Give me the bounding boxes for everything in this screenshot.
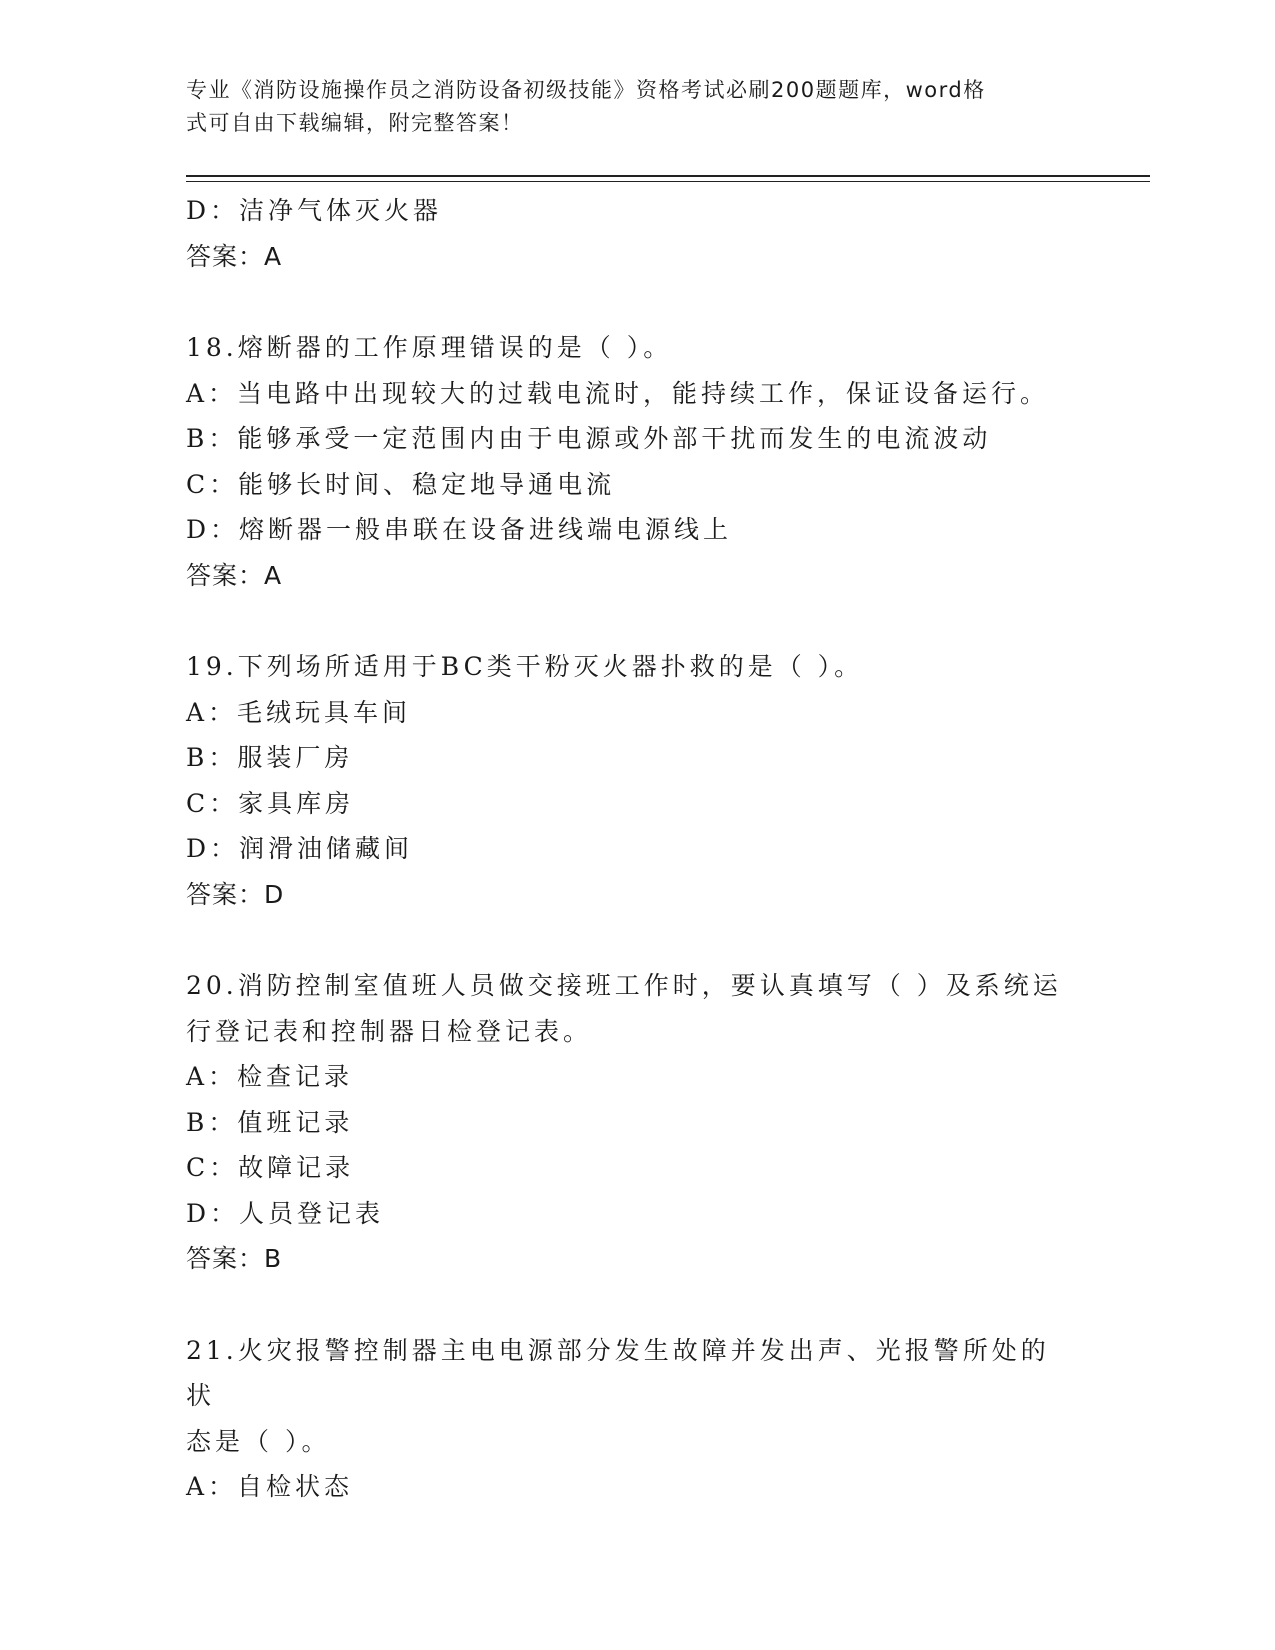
question-stem-line-1: 21.火灾报警控制器主电电源部分发生故障并发出声、光报警所处的状 xyxy=(186,1335,1050,1410)
question-19 xyxy=(186,644,1066,917)
header-line-2: 式可自由下载编辑，附完整答案！ xyxy=(186,111,524,135)
option-a: A：自检状态 xyxy=(186,1472,354,1501)
document-header xyxy=(186,74,1066,140)
option-c: C：能够长时间、稳定地导通电流 xyxy=(186,469,616,499)
option-d: D：人员登记表 xyxy=(186,1198,385,1228)
option-d: D：润滑油储藏间 xyxy=(186,834,414,863)
option-b: B：能够承受一定范围内由于电源或外部干扰而发生的电流波动 xyxy=(186,424,992,453)
question-stem-line-2: 态是（ ）。 xyxy=(186,1426,331,1456)
option-c: C：家具库房 xyxy=(186,788,355,818)
question-stem: 18.熔断器的工作原理错误的是（ ）。 xyxy=(186,333,673,362)
question-21 xyxy=(186,1328,1066,1510)
question-list xyxy=(186,188,1066,1510)
header-rule-thin xyxy=(186,181,1150,182)
option-a: A：当电路中出现较大的过载电流时，能持续工作，保证设备运行。 xyxy=(186,378,1050,408)
option-d: D：熔断器一般串联在设备进线端电源线上 xyxy=(186,515,733,544)
answer: 答案：B xyxy=(186,1244,283,1273)
option-b: B：服装厂房 xyxy=(186,743,354,772)
header-line-1: 专业《消防设施操作员之消防设备初级技能》资格考试必刷200题题库，word格 xyxy=(186,78,986,102)
option-c: C：故障记录 xyxy=(186,1153,355,1182)
header-rule-thick xyxy=(186,175,1150,177)
option-a: A：毛绒玩具车间 xyxy=(186,697,412,727)
question-stem-line-2: 行登记表和控制器日检登记表。 xyxy=(186,1016,593,1046)
option-a: A：检查记录 xyxy=(186,1062,354,1091)
answer: 答案：A xyxy=(186,241,283,271)
question-stem-line-1: 20.消防控制室值班人员做交接班工作时，要认真填写（ ）及系统运 xyxy=(186,971,1062,1000)
answer: 答案：A xyxy=(186,560,283,590)
question-stem: 19.下列场所适用于BC类干粉灭火器扑救的是（ ）。 xyxy=(186,652,864,681)
option-d: D：洁净气体灭火器 xyxy=(186,196,443,225)
answer: 答案：D xyxy=(186,879,285,909)
option-b: B：值班记录 xyxy=(186,1107,354,1137)
question-18 xyxy=(186,325,1066,598)
question-20 xyxy=(186,963,1066,1282)
